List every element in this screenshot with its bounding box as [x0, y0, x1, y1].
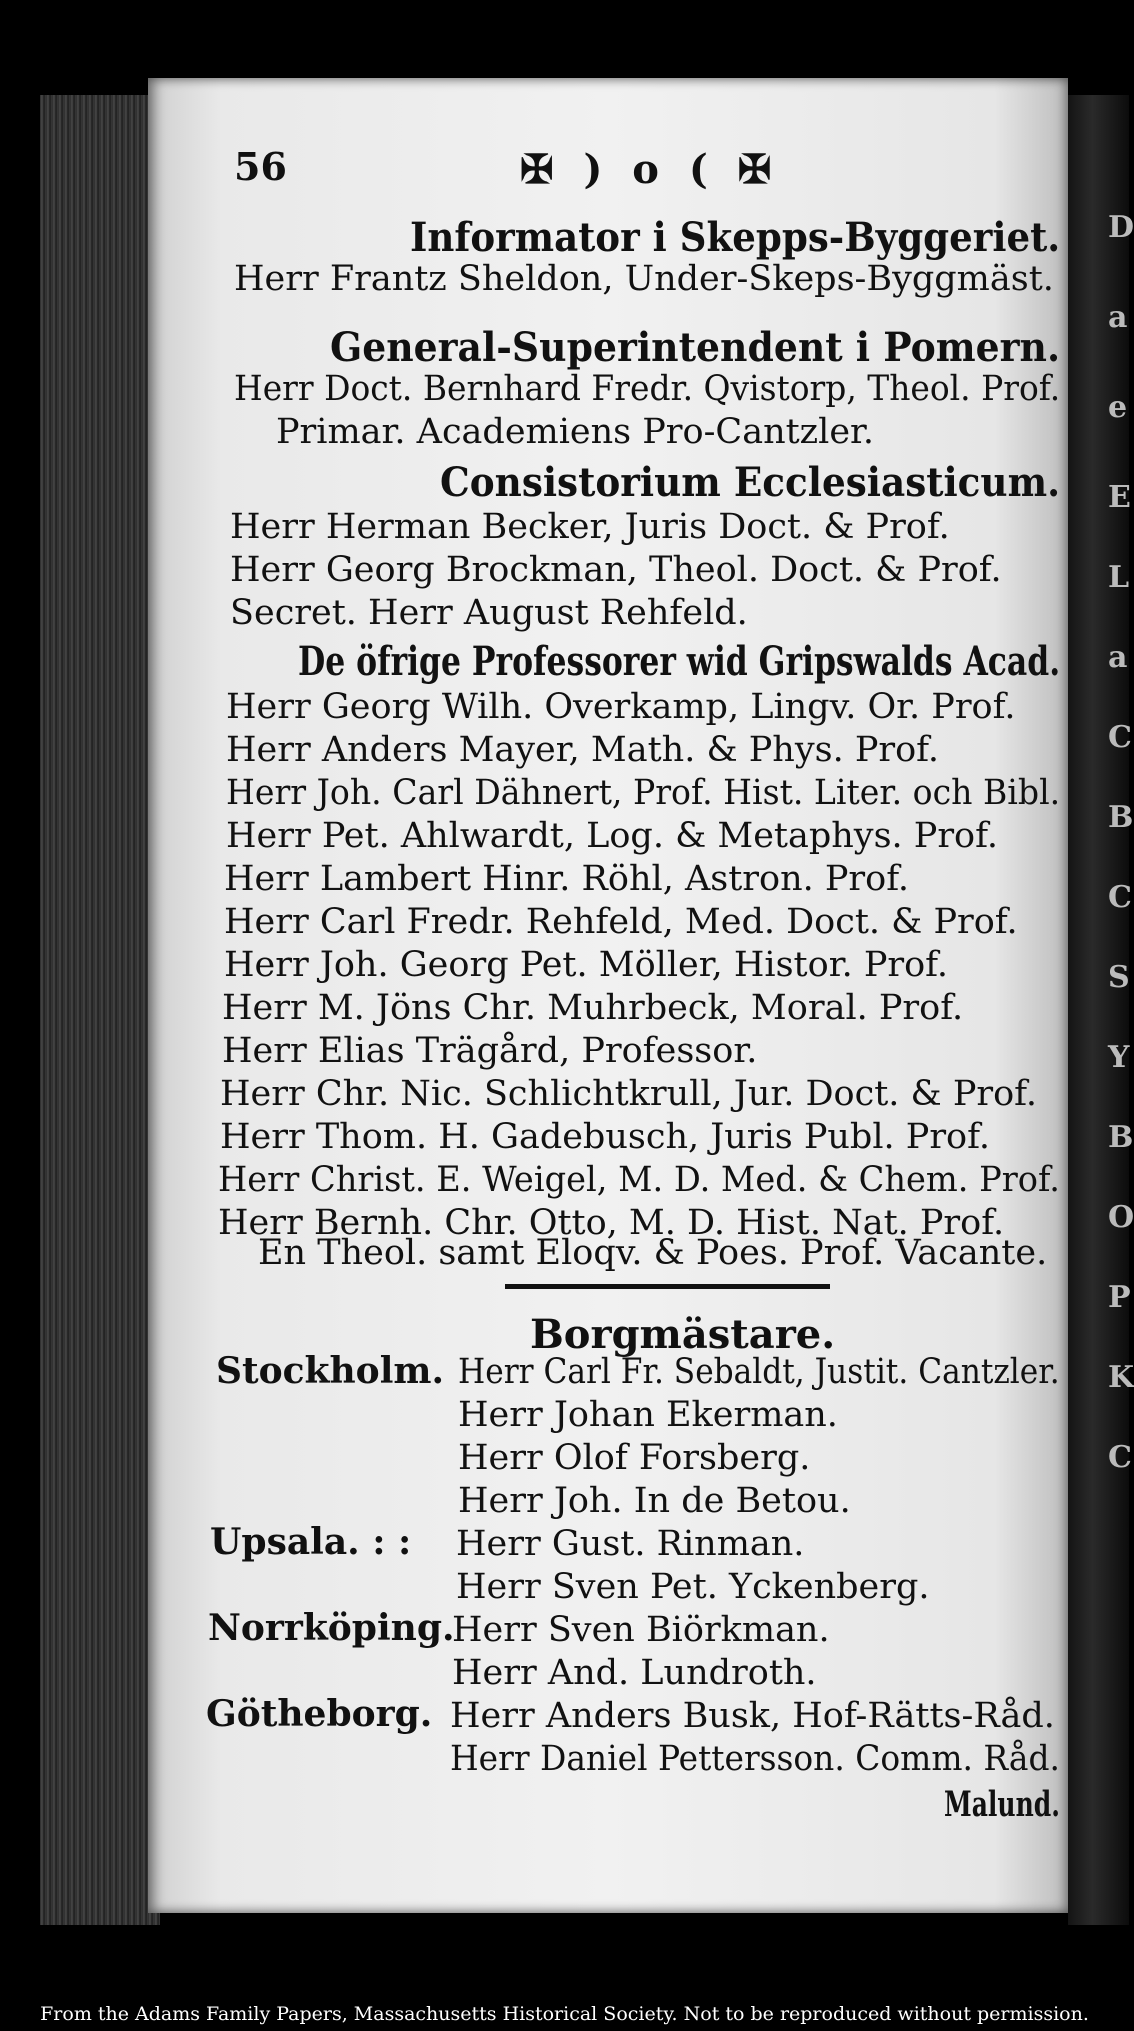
entry-line: Herr Georg Brockman, Theol. Doct. & Prof.: [230, 550, 1002, 590]
city-label: Upsala. : :: [210, 1521, 412, 1563]
entry-line: Herr Daniel Pettersson. Comm. Råd.: [450, 1739, 1060, 1779]
city-label: Stockholm.: [216, 1350, 444, 1392]
entry-line: En Theol. samt Eloqv. & Poes. Prof. Vacante.: [258, 1233, 1048, 1273]
entry-line: Herr Joh. Georg Pet. Möller, Histor. Prof.: [224, 945, 949, 985]
entry-line: Herr Doct. Bernhard Fredr. Qvistorp, Theol. Prof.: [234, 369, 1061, 409]
copyright-footer: From the Adams Family Papers, Massachusetts Historical Society. Not to be reproduced without permission.: [40, 2003, 1089, 2025]
entry-line: Malund.: [944, 1784, 1061, 1825]
entry-line: Herr And. Lundroth.: [452, 1653, 817, 1693]
entry-line: Herr Sven Pet. Yckenberg.: [456, 1567, 930, 1607]
entry-line: Herr Anders Mayer, Math. & Phys. Prof.: [226, 730, 940, 770]
margin-letter: C: [1108, 720, 1132, 755]
entry-line: Herr Herman Becker, Juris Doct. & Prof.: [230, 507, 950, 547]
entry-line: Secret. Herr August Rehfeld.: [230, 593, 748, 633]
section-divider: [505, 1284, 830, 1289]
entry-line: Primar. Academiens Pro-Cantzler.: [276, 412, 875, 452]
page-number: 56: [234, 144, 287, 189]
margin-letter: D: [1108, 210, 1134, 245]
entry-line: Herr Christ. E. Weigel, M. D. Med. & Chem. Prof.: [218, 1160, 1060, 1200]
margin-letter: K: [1108, 1360, 1134, 1395]
entry-line: Herr Johan Ekerman.: [458, 1395, 838, 1435]
facing-page-edge: [1068, 95, 1129, 1925]
entry-line: Herr Pet. Ahlwardt, Log. & Metaphys. Prof.: [226, 816, 998, 856]
entry-line: Herr Gust. Rinman.: [456, 1524, 805, 1564]
entry-line: Herr Joh. Carl Dähnert, Prof. Hist. Liter. och Bibl.: [226, 773, 1061, 813]
margin-letter: Y: [1108, 1040, 1130, 1075]
header-ornament: ✠ ) o ( ✠: [520, 146, 780, 193]
entry-line: Herr Olof Forsberg.: [458, 1438, 811, 1478]
entry-line: Herr Thom. H. Gadebusch, Juris Publ. Prof.: [220, 1117, 990, 1157]
section-heading: General-Superintendent i Pomern.: [330, 324, 1061, 371]
city-label: Götheborg.: [206, 1693, 433, 1735]
city-label: Norrköping.: [208, 1607, 455, 1649]
entry-line: Herr Joh. In de Betou.: [458, 1481, 851, 1521]
entry-line: Herr Elias Trägård, Professor.: [222, 1031, 758, 1071]
margin-letter: L: [1108, 560, 1130, 595]
margin-letter: a: [1108, 640, 1128, 675]
section-heading: De öfrige Professorer wid Gripswalds Acad.: [298, 638, 1061, 685]
entry-line: Herr Carl Fr. Sebaldt, Justit. Cantzler.: [458, 1352, 1060, 1392]
book-page-edges: [40, 95, 160, 1925]
margin-letter: e: [1108, 390, 1128, 425]
margin-letter: B: [1108, 1120, 1134, 1155]
margin-letter: O: [1108, 1200, 1134, 1235]
entry-line: Herr M. Jöns Chr. Muhrbeck, Moral. Prof.: [222, 988, 964, 1028]
margin-letter: C: [1108, 1440, 1132, 1475]
entry-line: Herr Lambert Hinr. Röhl, Astron. Prof.: [224, 859, 910, 899]
entry-line: Herr Bernh. Chr. Otto, M. D. Hist. Nat. Prof.: [218, 1203, 1005, 1243]
margin-letter: B: [1108, 800, 1134, 835]
margin-letter: C: [1108, 880, 1132, 915]
margin-letter: E: [1108, 480, 1131, 515]
entry-line: Herr Carl Fredr. Rehfeld, Med. Doct. & Prof.: [224, 902, 1018, 942]
section-heading: Consistorium Ecclesiasticum.: [440, 459, 1061, 506]
entry-line: Herr Chr. Nic. Schlichtkrull, Jur. Doct. & Prof.: [220, 1074, 1038, 1114]
section-heading: Informator i Skepps-Byggeriet.: [410, 214, 1061, 261]
entry-line: Herr Georg Wilh. Overkamp, Lingv. Or. Prof.: [226, 687, 1016, 727]
entry-line: Herr Sven Biörkman.: [452, 1610, 830, 1650]
section-heading: Borgmästare.: [530, 1311, 836, 1358]
entry-line: Herr Frantz Sheldon, Under-Skeps-Byggmäst.: [234, 259, 1054, 299]
margin-letter: a: [1108, 300, 1128, 335]
margin-letter: S: [1108, 960, 1130, 995]
entry-line: Herr Anders Busk, Hof-Rätts-Råd.: [450, 1696, 1055, 1736]
margin-letter: P: [1108, 1280, 1131, 1315]
